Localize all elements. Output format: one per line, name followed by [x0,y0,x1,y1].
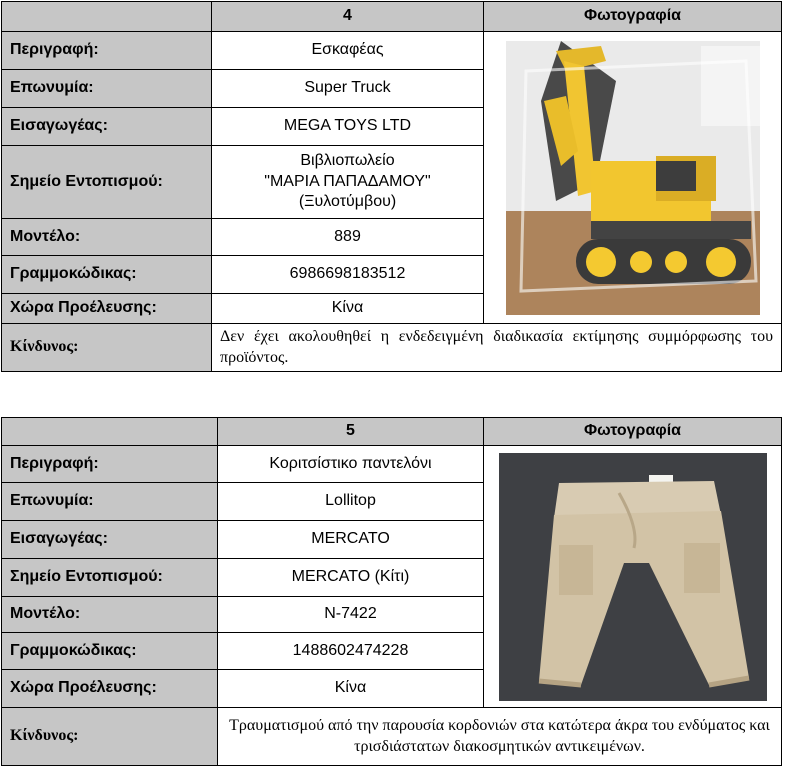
importer-value: MERCATO [218,521,484,559]
location-value [212,146,484,219]
photo-cell [484,32,782,324]
importer-label: Εισαγωγέας: [2,521,218,559]
product-table-5 [1,417,782,766]
risk-label: Κίνδυνος: [2,708,218,766]
importer-value: MEGA TOYS LTD [212,108,484,146]
photo-header: Φωτογραφία [484,2,782,32]
toy-excavator-photo [506,41,760,315]
product-table-4 [1,1,782,372]
brand-label: Επωνυμία: [2,70,212,108]
importer-label: Εισαγωγέας: [2,108,212,146]
description-value: Κοριτσίστικο παντελόνι [218,446,484,483]
brand-value: Super Truck [212,70,484,108]
header-blank-cell [2,418,218,446]
location-value: MERCATO (Κίτι) [218,559,484,597]
barcode-label: Γραμμοκώδικας: [2,633,218,670]
location-line-2: "ΜΑΡΙΑ ΠΑΠΑΔΑΜΟΥ" [264,172,431,190]
photo-header: Φωτογραφία [484,418,782,446]
product-number: 4 [212,2,484,32]
location-label: Σημείο Εντοπισμού: [2,146,212,219]
location-line-3: (Ξυλοτύμβου) [298,193,397,211]
product-number: 5 [218,418,484,446]
model-value: 889 [212,219,484,256]
risk-label: Κίνδυνος: [2,324,212,372]
barcode-label: Γραμμοκώδικας: [2,256,212,294]
photo-cell [484,446,782,708]
girls-trousers-photo [499,453,767,701]
origin-value: Κίνα [218,670,484,708]
brand-value: Lollitop [218,483,484,521]
brand-label: Επωνυμία: [2,483,218,521]
barcode-value: 1488602474228 [218,633,484,670]
header-blank-cell [2,2,212,32]
barcode-value: 6986698183512 [212,256,484,294]
origin-label: Χώρα Προέλευσης: [2,670,218,708]
description-label: Περιγραφή: [2,32,212,70]
risk-value: Δεν έχει ακολουθηθεί η ενδεδειγμένη διαδικασία εκτίμησης συμμόρφωσης του προϊόντος. [212,324,782,372]
description-value: Εσκαφέας [212,32,484,70]
risk-value: Τραυματισμού από την παρουσία κορδονιών στα κατώτερα άκρα του ενδύματος και τρισδιάστατων διακοσμητικών αντικειμένων. [218,708,782,766]
location-label: Σημείο Εντοπισμού: [2,559,218,597]
model-value: N-7422 [218,597,484,633]
model-label: Μοντέλο: [2,597,218,633]
model-label: Μοντέλο: [2,219,212,256]
origin-value: Κίνα [212,294,484,324]
location-line-1: Βιβλιοπωλείο [300,151,395,169]
description-label: Περιγραφή: [2,446,218,483]
origin-label: Χώρα Προέλευσης: [2,294,212,324]
